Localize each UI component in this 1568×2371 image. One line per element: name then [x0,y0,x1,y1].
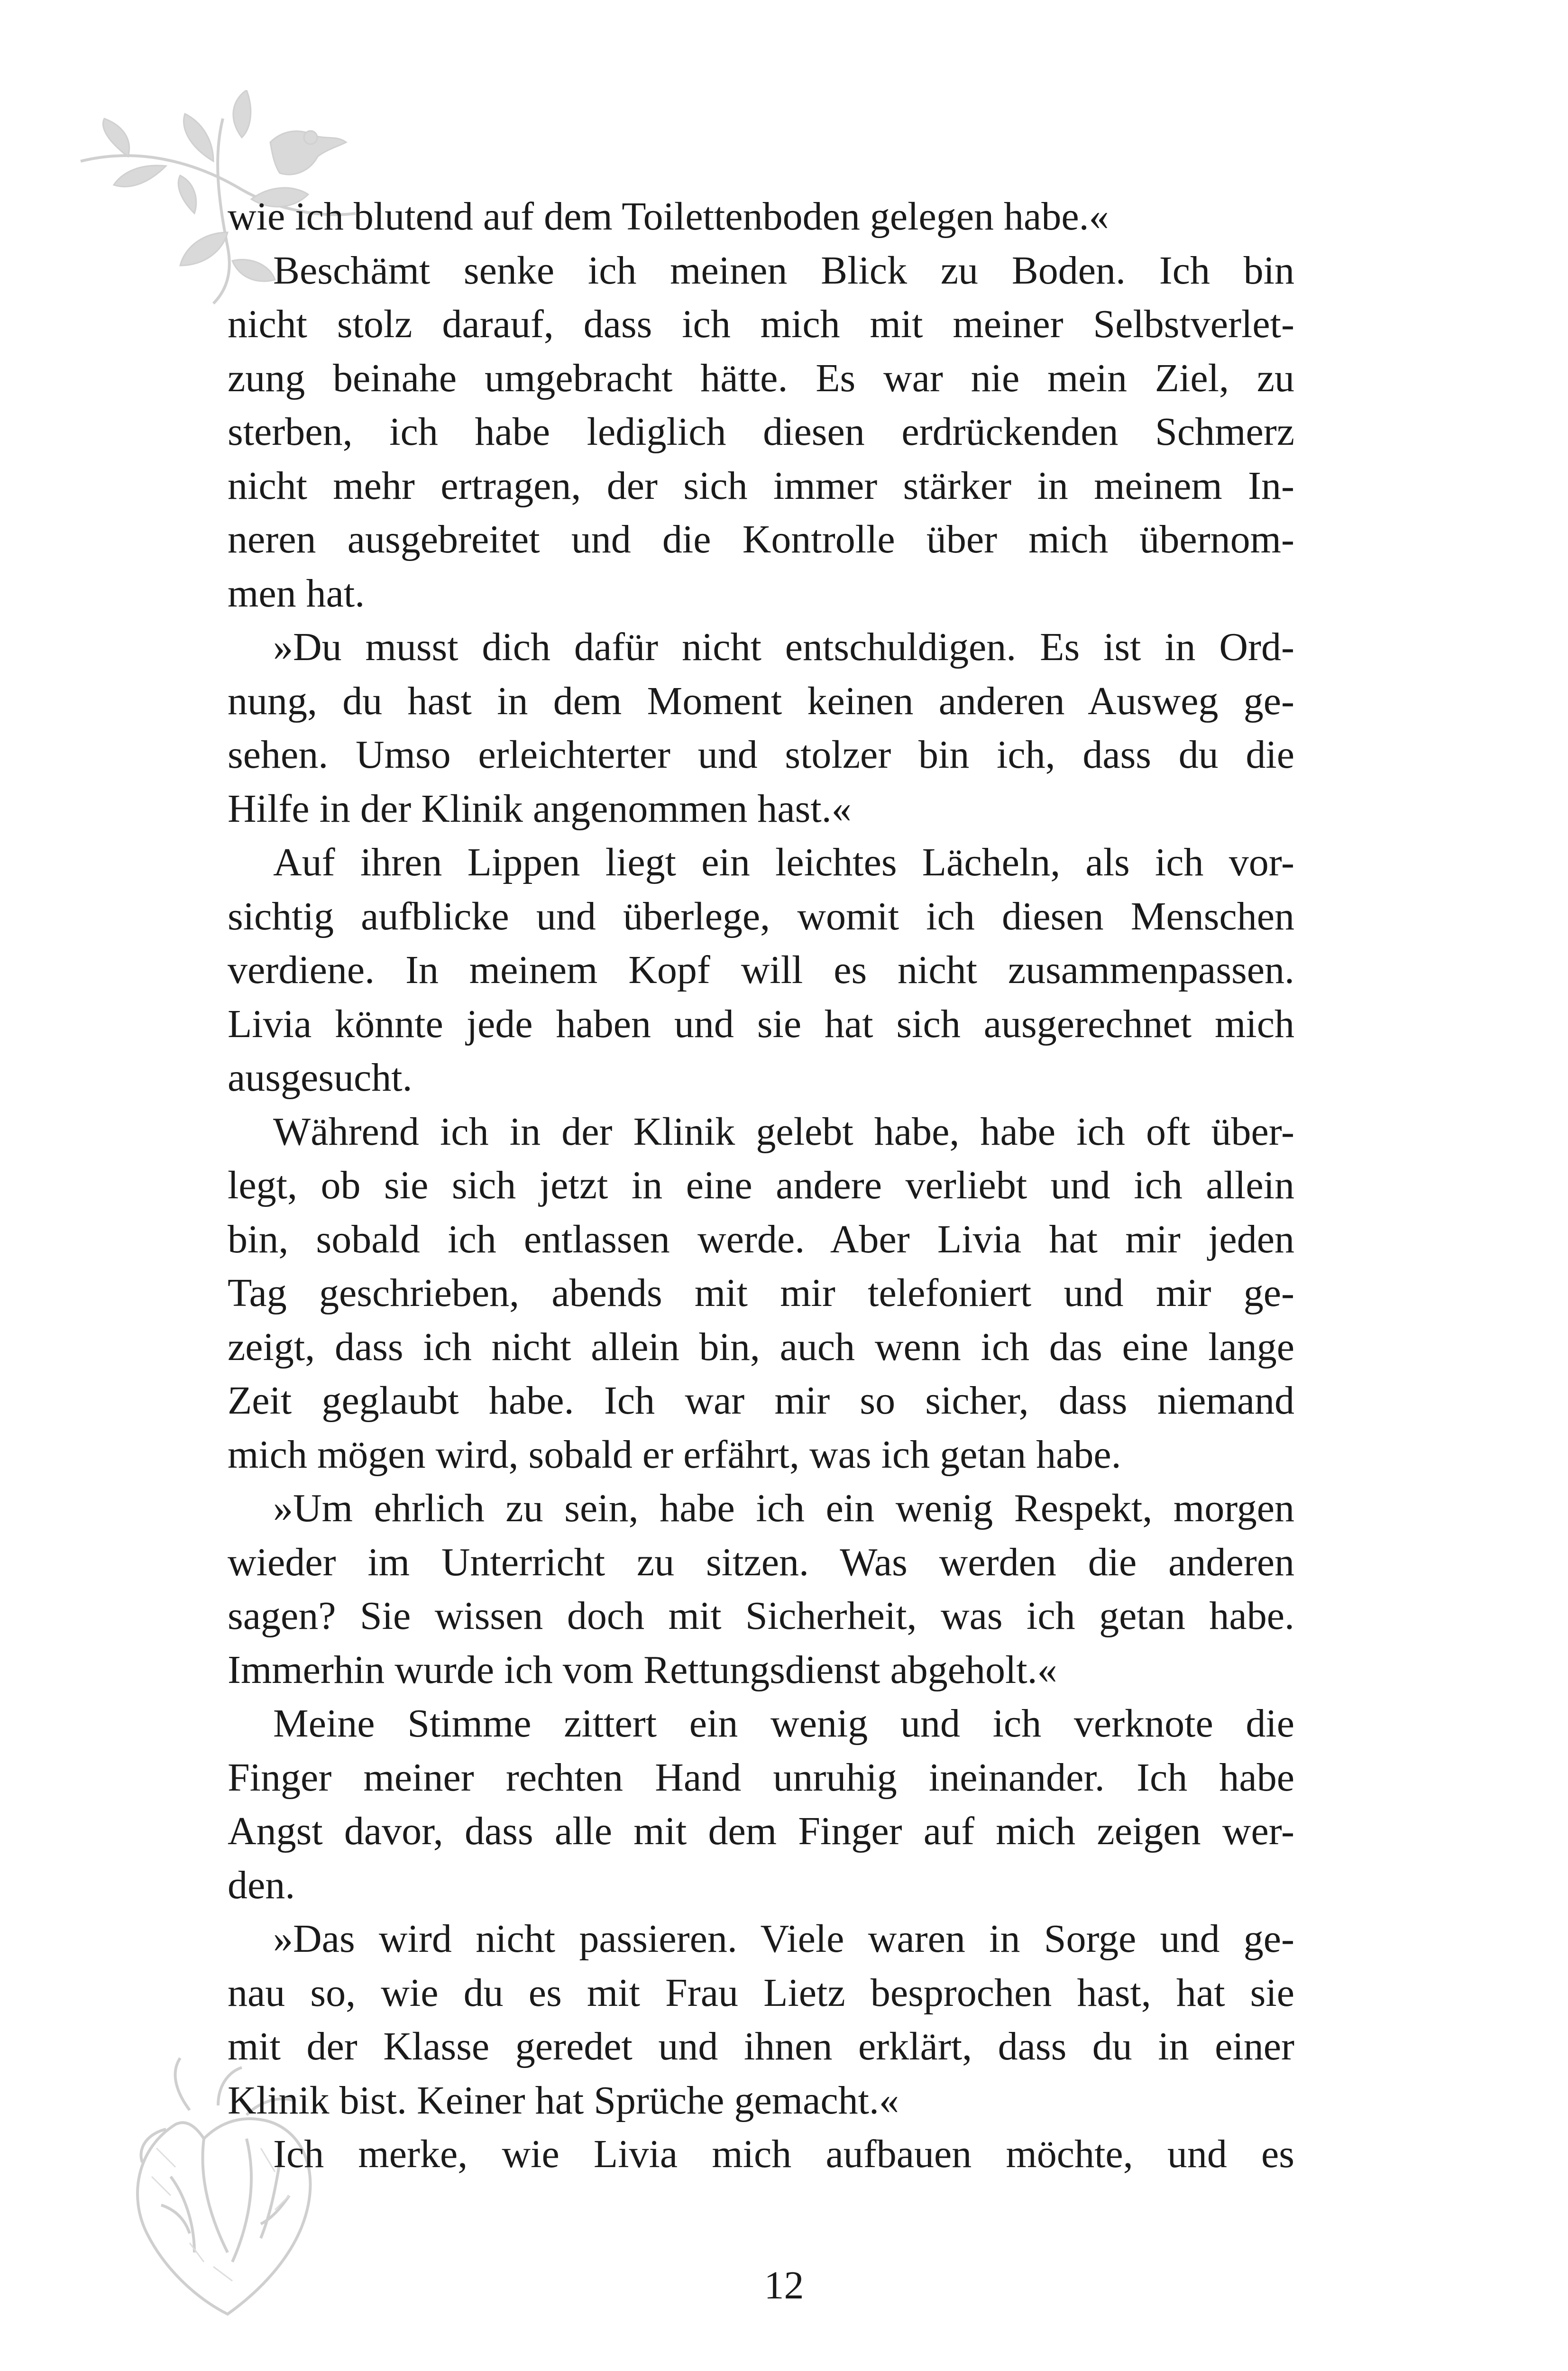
text-line: nicht stolz darauf, dass ich mich mit meiner Selbstverlet- [228,302,1294,346]
text-line: Hilfe in der Klinik angenommen hast.« [228,786,852,831]
paragraph [228,1105,1294,1482]
text-line: »Um ehrlich zu sein, habe ich ein wenig Respekt, morgen [273,1486,1294,1530]
text-line: nau so, wie du es mit Frau Lietz besprochen hast, hat sie [228,1970,1294,2015]
text-line: Auf ihren Lippen liegt ein leichtes Lächeln, als ich vor- [273,840,1294,884]
text-line: nung, du hast in dem Moment keinen anderen Ausweg ge- [228,679,1294,723]
text-line: Angst davor, dass alle mit dem Finger auf mich zeigen wer- [228,1809,1294,1853]
text-line: zung beinahe umgebracht hätte. Es war nie mein Ziel, zu [228,356,1294,400]
text-line: men hat. [228,571,365,616]
text-line: Tag geschrieben, abends mit mir telefoniert und mir ge- [228,1271,1294,1315]
text-line: Beschämt senke ich meinen Blick zu Boden. Ich bin [273,248,1294,293]
text-line: »Das wird nicht passieren. Viele waren in Sorge und ge- [273,1917,1294,1961]
body-text [228,190,1294,2181]
text-line: Livia könnte jede haben und sie hat sich ausgerechnet mich [228,1002,1294,1046]
text-line: legt, ob sie sich jetzt in eine andere verliebt und ich allein [228,1163,1294,1207]
paragraph [228,620,1294,836]
text-line: zeigt, dass ich nicht allein bin, auch wenn ich das eine lange [228,1324,1294,1369]
text-line: Während ich in der Klinik gelebt habe, habe ich oft über- [273,1109,1294,1154]
text-line: Ich merke, wie Livia mich aufbauen möchte, und es [273,2132,1294,2176]
paragraph [228,1697,1294,1912]
text-line: Immerhin wurde ich vom Rettungsdienst abgeholt.« [228,1647,1057,1692]
text-line: wie ich blutend auf dem Toilettenboden gelegen habe.« [228,194,1109,239]
text-line: nicht mehr ertragen, der sich immer stärker in meinem In- [228,463,1294,508]
text-line: sterben, ich habe lediglich diesen erdrückenden Schmerz [228,410,1294,454]
text-line: den. [228,1863,295,1907]
text-line: verdiene. In meinem Kopf will es nicht zusammenpassen. [228,948,1294,992]
text-line: sichtig aufblicke und überlege, womit ich diesen Menschen [228,894,1294,938]
text-line: sehen. Umso erleichterter und stolzer bin ich, dass du die [228,733,1294,777]
paragraph [228,1912,1294,2127]
text-line: mich mögen wird, sobald er erfährt, was ich getan habe. [228,1432,1121,1477]
paragraph [228,2127,1294,2181]
text-line: Meine Stimme zittert ein wenig und ich verknote die [273,1701,1294,1746]
text-line: »Du musst dich dafür nicht entschuldigen. Es ist in Ord- [273,625,1294,669]
text-line: Zeit geglaubt habe. Ich war mir so sicher, dass niemand [228,1378,1294,1423]
text-line: Finger meiner rechten Hand unruhig ineinander. Ich habe [228,1755,1294,1800]
page-number: 12 [764,2263,804,2307]
text-line: wieder im Unterricht zu sitzen. Was werden die anderen [228,1540,1294,1584]
paragraph [228,1481,1294,1697]
text-line: Klinik bist. Keiner hat Sprüche gemacht.« [228,2078,899,2123]
paragraph [228,190,1294,244]
text-line: sagen? Sie wissen doch mit Sicherheit, was ich getan habe. [228,1594,1294,1638]
text-line: mit der Klasse geredet und ihnen erklärt, dass du in einer [228,2024,1294,2068]
text-line: neren ausgebreitet und die Kontrolle über mich übernom- [228,517,1294,561]
paragraph [228,244,1294,621]
text-line: bin, sobald ich entlassen werde. Aber Livia hat mir jeden [228,1217,1294,1261]
paragraph [228,836,1294,1105]
text-line: ausgesucht. [228,1056,413,1100]
